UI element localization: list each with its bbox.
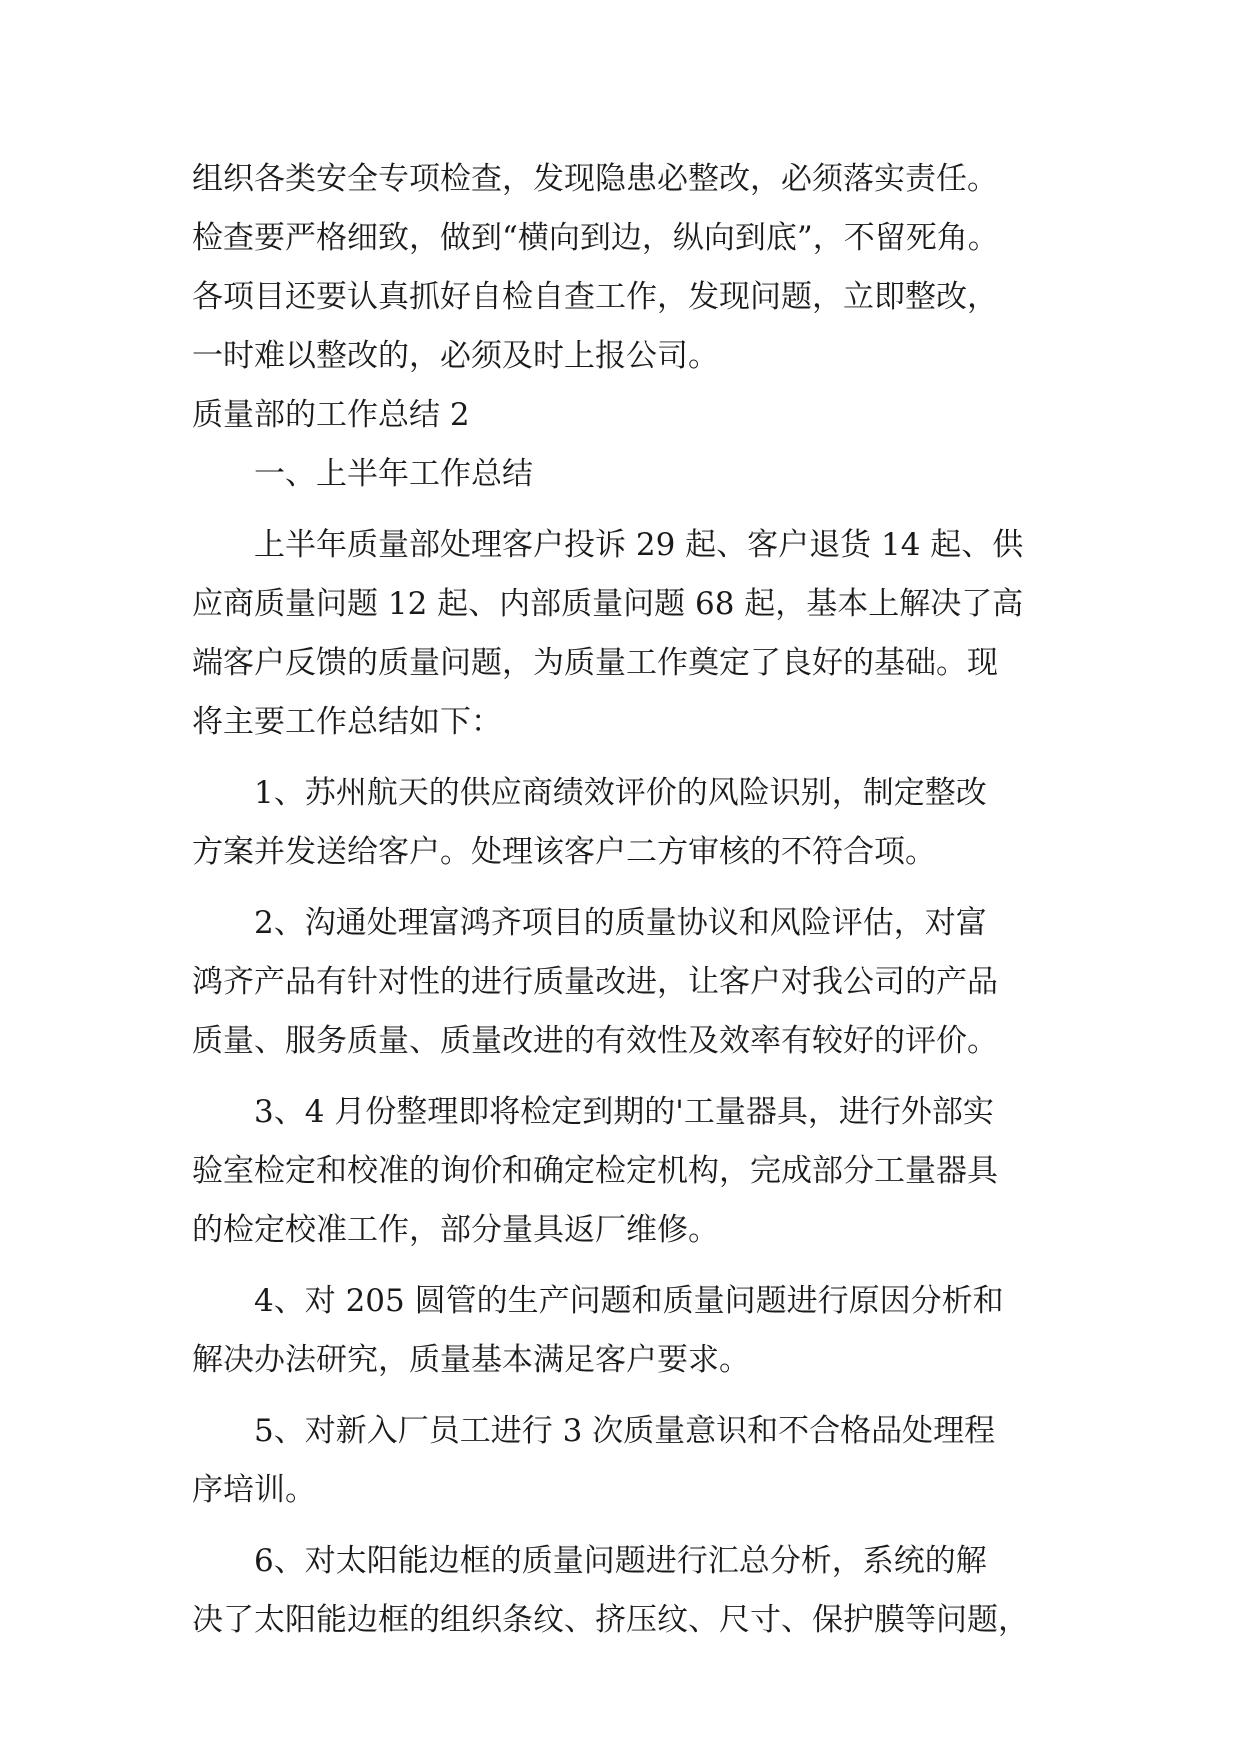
list-item-line: 5、对新入厂员工进行 3 次质量意识和不合格品处理程 bbox=[254, 1413, 996, 1449]
section-title: 质量部的工作总结 2 bbox=[192, 397, 470, 433]
list-item-line: 决了太阳能边框的组织条纹、挤压纹、尺寸、保护膜等问题， bbox=[192, 1602, 1029, 1638]
list-item-line: 3、4 月份整理即将检定到期的'工量器具，进行外部实 bbox=[254, 1094, 994, 1130]
paragraph-line: 一时难以整改的，必须及时上报公司。 bbox=[192, 338, 719, 374]
list-item-line: 鸿齐产品有针对性的进行质量改进，让客户对我公司的产品 bbox=[192, 964, 998, 1000]
document-body bbox=[192, 150, 1052, 1650]
list-item-line: 的检定校准工作，部分量具返厂维修。 bbox=[192, 1212, 719, 1248]
list-item-line: 6、对太阳能边框的质量问题进行汇总分析，系统的解 bbox=[254, 1543, 987, 1579]
section-heading: 一、上半年工作总结 bbox=[254, 456, 533, 492]
list-item-line: 验室检定和校准的询价和确定检定机构，完成部分工量器具 bbox=[192, 1153, 998, 1189]
paragraph-line: 端客户反馈的质量问题，为质量工作奠定了良好的基础。现 bbox=[192, 645, 998, 681]
paragraph-line: 上半年质量部处理客户投诉 29 起、客户退货 14 起、供 bbox=[254, 527, 1024, 563]
list-item-line: 2、沟通处理富鸿齐项目的质量协议和风险评估，对富 bbox=[254, 905, 987, 941]
list-item-line: 1、苏州航天的供应商绩效评价的风险识别，制定整改 bbox=[254, 775, 987, 811]
paragraph-line: 各项目还要认真抓好自检自查工作，发现问题，立即整改， bbox=[192, 279, 998, 315]
list-item-line: 方案并发送给客户。处理该客户二方审核的不符合项。 bbox=[192, 834, 936, 870]
paragraph-line: 组织各类安全专项检查，发现隐患必整改，必须落实责任。 bbox=[192, 161, 998, 197]
paragraph-line: 将主要工作总结如下： bbox=[192, 704, 502, 740]
list-item-line: 4、对 205 圆管的生产问题和质量问题进行原因分析和 bbox=[254, 1283, 1004, 1319]
list-item-line: 质量、服务质量、质量改进的有效性及效率有较好的评价。 bbox=[192, 1023, 998, 1059]
paragraph-line: 检查要严格细致，做到“横向到边，纵向到底”，不留死角。 bbox=[192, 220, 999, 256]
list-item-line: 解决办法研究，质量基本满足客户要求。 bbox=[192, 1342, 750, 1378]
paragraph-line: 应商质量问题 12 起、内部质量问题 68 起，基本上解决了高 bbox=[192, 586, 1024, 622]
list-item-line: 序培训。 bbox=[192, 1472, 316, 1508]
